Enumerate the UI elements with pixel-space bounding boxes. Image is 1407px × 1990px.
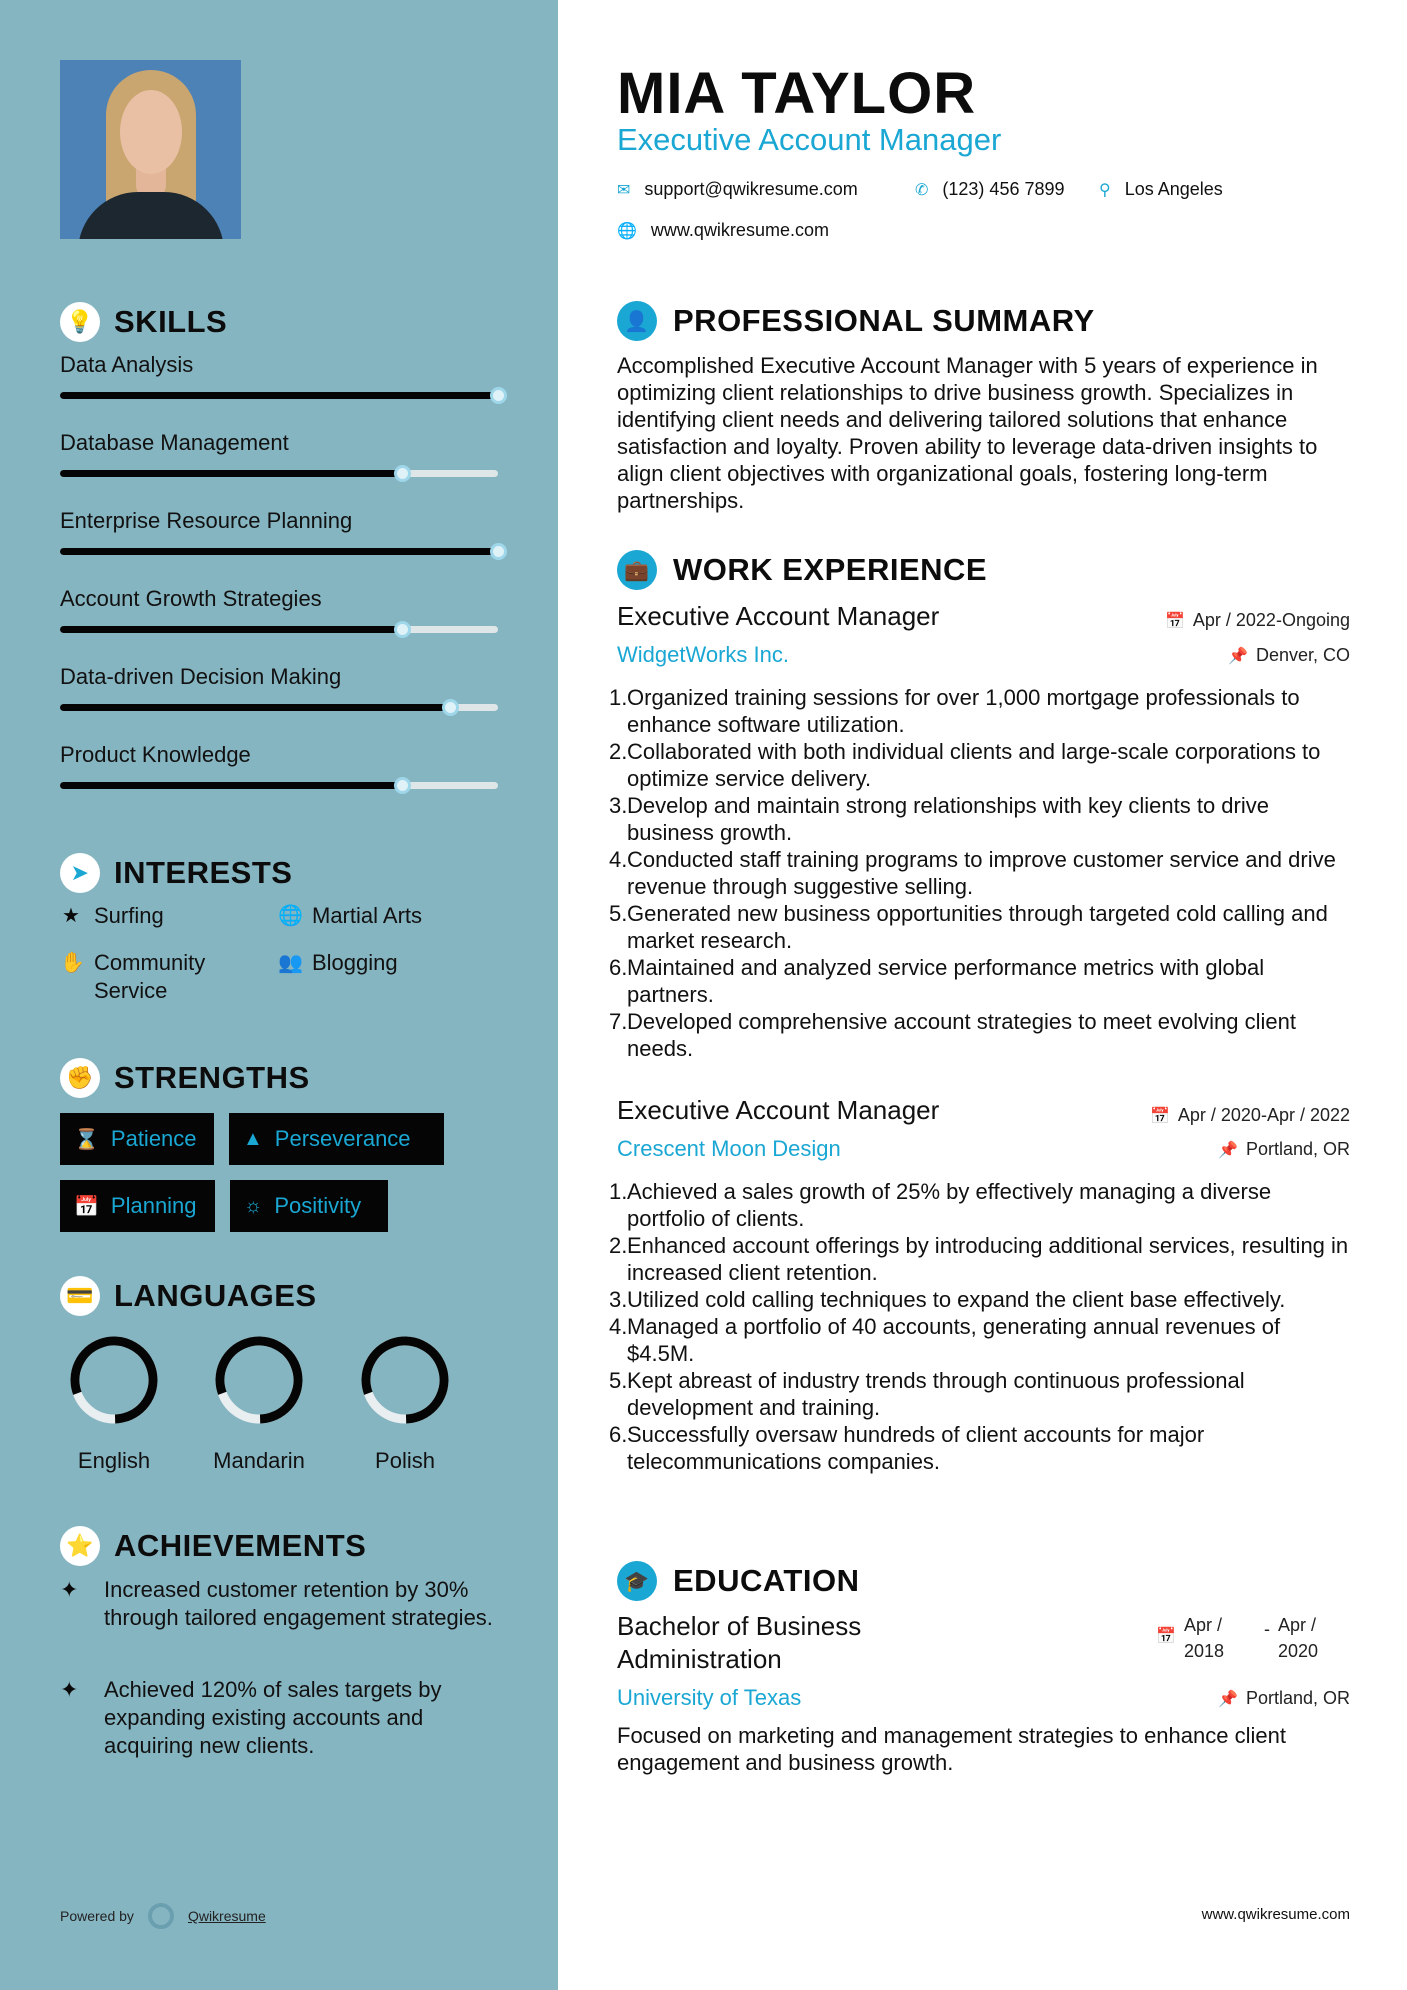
education-heading-text: EDUCATION (673, 1563, 860, 1598)
language-ring (66, 1332, 162, 1428)
duty-number: 5. (609, 1368, 628, 1393)
skill-bar (60, 548, 498, 555)
education-location-text: Portland, OR (1245, 1688, 1350, 1708)
summary-heading (617, 301, 1095, 341)
job-dates (1150, 1105, 1350, 1126)
interest-label: Martial Arts (312, 903, 423, 928)
skill-name: Product Knowledge (60, 742, 251, 767)
education-location (1218, 1688, 1350, 1709)
education-degree: Bachelor of Business Administration (617, 1611, 862, 1674)
globe-icon: 🌐 (617, 222, 637, 240)
education-heading (617, 1561, 859, 1601)
skill-item (60, 742, 500, 768)
powered-by-text: Powered by (60, 1908, 134, 1924)
experience-heading (617, 550, 987, 590)
shooting-star-icon: ✦ (60, 1677, 79, 1702)
skill-bar-fill (60, 392, 498, 399)
duty-text: Enhanced account offerings by introducing additional services, resulting in increased client retention. (627, 1233, 1349, 1285)
road-icon: ▲ (243, 1127, 263, 1150)
duty-number: 7. (609, 1009, 628, 1034)
achievement-text: Increased customer retention by 30% through tailored engagement strategies. (104, 1577, 493, 1630)
duty-number: 4. (609, 1314, 628, 1339)
strength-tag (229, 1113, 444, 1165)
strength-tag (230, 1180, 388, 1232)
language-item (345, 1332, 465, 1474)
skill-name: Account Growth Strategies (60, 586, 322, 611)
language-name: Polish (375, 1448, 435, 1473)
strength-label: Perseverance (274, 1126, 411, 1151)
language-ring-fill (357, 1332, 453, 1428)
achievement-item (60, 1576, 500, 1632)
powered-by (60, 1903, 266, 1929)
skill-name: Data-driven Decision Making (60, 664, 342, 689)
duty-number: 2. (609, 739, 628, 764)
language-item (54, 1332, 174, 1474)
qwikresume-logo-icon (148, 1903, 174, 1929)
calendar-icon: 📅 (1164, 612, 1185, 630)
skill-bar (60, 626, 498, 633)
skill-bar-fill (60, 782, 402, 789)
duty-text: Maintained and analyzed service performance metrics with global partners. (627, 955, 1265, 1007)
duty-number: 2. (609, 1233, 628, 1258)
job-location-text: Portland, OR (1245, 1139, 1350, 1159)
education-dates (1156, 1612, 1350, 1664)
paper-plane-icon: ➤ (60, 853, 100, 893)
skill-name: Database Management (60, 430, 289, 455)
duty-text: Developed comprehensive account strategies to meet evolving client needs. (627, 1009, 1296, 1061)
language-ring (211, 1332, 307, 1428)
duty-item (609, 1286, 1350, 1313)
presentation-icon: 💼 (617, 550, 657, 590)
education-description: Focused on marketing and management strategies to enhance client engagement and business growth. (617, 1723, 1286, 1775)
map-pin-icon: ⚲ (1099, 181, 1111, 199)
achievement-item (60, 1676, 500, 1760)
skill-name: Enterprise Resource Planning (60, 508, 353, 533)
job-duties (609, 684, 1350, 1062)
duty-text: Collaborated with both individual clients and large-scale corporations to optimize service delivery. (627, 739, 1321, 791)
duty-text: Successfully oversaw hundreds of client accounts for major telecommunications companies. (627, 1422, 1205, 1474)
duty-text: Conducted staff training programs to improve customer service and drive revenue through suggestive selling. (627, 847, 1336, 899)
skill-bar (60, 782, 498, 789)
duty-number: 6. (609, 1422, 628, 1447)
pushpin-icon: 📌 (1218, 1141, 1238, 1159)
contact-location (1099, 179, 1223, 200)
interests-heading (60, 853, 292, 893)
job-title: Executive Account Manager (617, 1095, 940, 1125)
language-ring (357, 1332, 453, 1428)
interest-item (278, 902, 422, 930)
sun-icon: ☼ (244, 1194, 263, 1217)
duty-number: 1. (609, 685, 628, 710)
job-company: Crescent Moon Design (617, 1136, 841, 1161)
duty-item (609, 1008, 1350, 1062)
fist-icon: ✊ (60, 1058, 100, 1098)
skills-heading (60, 302, 227, 342)
skill-bar (60, 704, 498, 711)
skill-item (60, 586, 500, 612)
languages-heading (60, 1276, 317, 1316)
profile-photo (60, 60, 241, 239)
interest-label: Community Service (94, 950, 206, 1003)
summary-heading-text: PROFESSIONAL SUMMARY (673, 303, 1095, 338)
language-name: Mandarin (213, 1448, 305, 1473)
graduation-cap-icon: 🎓 (617, 1561, 657, 1601)
duty-item (609, 738, 1350, 792)
languages-heading-text: LANGUAGES (114, 1278, 317, 1313)
job-company: WidgetWorks Inc. (617, 642, 789, 667)
skill-level-knob (442, 699, 459, 716)
calendar-icon: 📅 (1156, 1628, 1176, 1645)
interests-heading-text: INTERESTS (114, 855, 293, 890)
strengths-heading-text: STRENGTHS (114, 1060, 310, 1095)
skill-item (60, 508, 500, 534)
duty-text: Organized training sessions for over 1,000 mortgage professionals to enhance software utilization. (627, 685, 1300, 737)
duty-item (609, 1178, 1350, 1232)
duty-item (609, 684, 1350, 738)
duty-text: Utilized cold calling techniques to expand the client base effectively. (627, 1287, 1286, 1312)
pushpin-icon: 📌 (1218, 1690, 1238, 1708)
skill-level-knob (490, 387, 507, 404)
education-date-dash: - (1264, 1619, 1270, 1639)
hand-icon: ✋ (60, 952, 85, 974)
achievements-heading-text: ACHIEVEMENTS (114, 1528, 367, 1563)
pushpin-icon: 📌 (1228, 647, 1248, 665)
email-text: support@qwikresume.com (644, 179, 858, 199)
interest-label: Blogging (312, 950, 398, 975)
skill-level-knob (394, 465, 411, 482)
job-location-text: Denver, CO (1255, 645, 1350, 665)
skill-level-knob (394, 777, 411, 794)
duty-item (609, 846, 1350, 900)
interest-item (60, 949, 250, 1005)
award-star-icon: ⭐ (60, 1526, 100, 1566)
duty-number: 3. (609, 1287, 628, 1312)
interest-item (278, 949, 398, 977)
strength-label: Patience (110, 1126, 197, 1151)
calendar-icon: 📅 (1149, 1107, 1170, 1125)
user-icon: 👤 (617, 301, 657, 341)
duty-text: Kept abreast of industry trends through continuous professional development and training. (627, 1368, 1245, 1420)
skill-item (60, 664, 500, 690)
globe-icon: 🌐 (278, 905, 303, 927)
duty-text: Achieved a sales growth of 25% by effectively managing a diverse portfolio of clients. (627, 1179, 1272, 1231)
education-start: Apr / 2018 (1184, 1615, 1225, 1661)
duty-item (609, 1232, 1350, 1286)
language-ring-fill (66, 1332, 162, 1428)
skill-level-knob (394, 621, 411, 638)
language-item (199, 1332, 319, 1474)
achievement-text: Achieved 120% of sales targets by expanding existing accounts and acquiring new clients. (104, 1677, 442, 1758)
photo-shirt (78, 192, 224, 239)
strength-tag (60, 1180, 215, 1232)
job-title: Executive Account Manager (617, 601, 940, 631)
photo-face (120, 90, 182, 174)
strength-tag (60, 1113, 214, 1165)
shooting-star-icon: ✦ (60, 1577, 79, 1602)
skill-bar-fill (60, 626, 402, 633)
duty-number: 4. (609, 847, 628, 872)
lightbulb-icon: 💡 (60, 302, 100, 342)
skill-bar (60, 470, 498, 477)
skill-name: Data Analysis (60, 352, 194, 377)
duty-item (609, 1313, 1350, 1367)
location-text: Los Angeles (1124, 179, 1223, 199)
id-card-icon: 💳 (60, 1276, 100, 1316)
job-dates-text: Apr / 2022-Ongoing (1192, 610, 1350, 630)
footer-url[interactable]: www.qwikresume.com (1201, 1906, 1350, 1923)
experience-heading-text: WORK EXPERIENCE (673, 552, 988, 587)
duty-text: Develop and maintain strong relationships with key clients to drive business growth. (627, 793, 1269, 845)
job-location (1228, 645, 1350, 666)
skill-bar-fill (60, 548, 498, 555)
skill-level-knob (490, 543, 507, 560)
education-school: University of Texas (617, 1685, 802, 1710)
candidate-name: MIA TAYLOR (617, 61, 977, 126)
duty-item (609, 1421, 1350, 1475)
strengths-heading (60, 1058, 310, 1098)
skill-item (60, 352, 500, 378)
education-end: Apr / 2020 (1278, 1615, 1319, 1661)
duty-text: Managed a portfolio of 40 accounts, generating annual revenues of $4.5M. (627, 1314, 1281, 1366)
strength-label: Positivity (274, 1193, 362, 1218)
language-ring-fill (211, 1332, 307, 1428)
skill-bar-fill (60, 470, 402, 477)
star-icon: ★ (62, 905, 80, 927)
skills-heading-text: SKILLS (114, 304, 228, 339)
skill-item (60, 430, 500, 456)
candidate-title: Executive Account Manager (617, 122, 1002, 157)
duty-number: 6. (609, 955, 628, 980)
job-dates-text: Apr / 2020-Apr / 2022 (1177, 1105, 1350, 1125)
sidebar (0, 0, 558, 1990)
duty-item (609, 954, 1350, 1008)
contact-website[interactable] (617, 220, 829, 241)
users-icon: 👥 (278, 952, 303, 974)
qwikresume-link[interactable]: Qwikresume (187, 1908, 266, 1924)
skill-bar-fill (60, 704, 450, 711)
phone-text: (123) 456 7899 (942, 179, 1065, 199)
duty-item (609, 1367, 1350, 1421)
website-text: www.qwikresume.com (650, 220, 829, 240)
hourglass-icon: ⌛ (74, 1128, 99, 1151)
job-dates (1165, 610, 1350, 631)
duty-item (609, 900, 1350, 954)
interest-item (60, 902, 164, 930)
language-name: English (77, 1448, 151, 1473)
summary-text: Accomplished Executive Account Manager with 5 years of experience in optimizing client relationships to drive business growth. Specializes in identifying client needs and delivering tailored solutions that enhance satisfaction and loyalty. Proven ability to leverage data-driven insights to align client objectives with organizational goals, fostering long-term partnerships. (617, 353, 1318, 513)
duty-number: 1. (609, 1179, 628, 1204)
contact-email[interactable] (617, 179, 858, 200)
strength-label: Planning (110, 1193, 197, 1218)
duty-text: Generated new business opportunities through targeted cold calling and market research. (627, 901, 1328, 953)
phone-icon: ✆ (915, 181, 929, 199)
interest-label: Surfing (94, 903, 164, 928)
calendar-icon: 📅 (74, 1195, 99, 1218)
achievements-heading (60, 1526, 366, 1566)
duty-number: 3. (609, 793, 628, 818)
skill-bar (60, 392, 498, 399)
job-location (1218, 1139, 1350, 1160)
contact-phone[interactable] (915, 179, 1065, 200)
job-duties (609, 1178, 1350, 1475)
duty-item (609, 792, 1350, 846)
duty-number: 5. (609, 901, 628, 926)
envelope-icon: ✉ (617, 181, 631, 199)
